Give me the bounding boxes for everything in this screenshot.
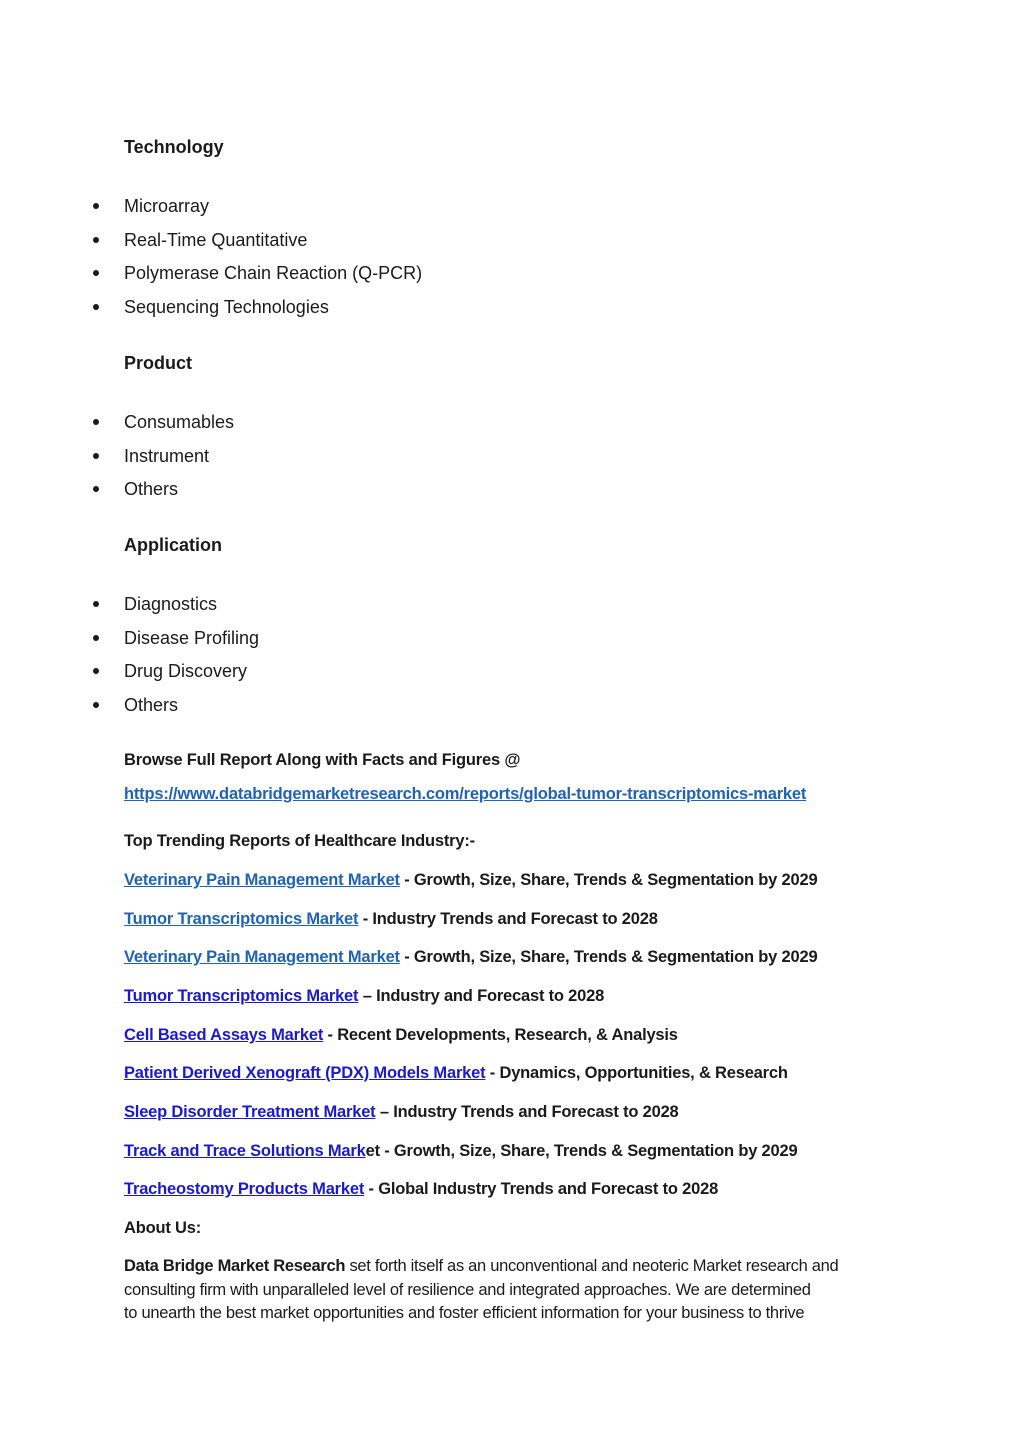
bullet-icon <box>93 702 99 708</box>
company-name: Data Bridge Market Research <box>124 1257 346 1275</box>
bullet-icon <box>93 486 99 492</box>
trending-report-row <box>124 908 658 930</box>
bullet-icon <box>93 304 99 310</box>
report-link[interactable]: Tumor Transcriptomics Market <box>124 987 359 1005</box>
section-heading-product: Product <box>124 353 193 373</box>
report-link[interactable]: Cell Based Assays Market <box>124 1026 324 1044</box>
trending-report-row <box>124 946 817 968</box>
report-suffix: – Industry and Forecast to 2028 <box>358 987 605 1005</box>
report-link[interactable]: Veterinary Pain Management Market <box>124 948 400 966</box>
about-heading: About Us: <box>124 1219 202 1237</box>
report-suffix: – Industry Trends and Forecast to 2028 <box>375 1103 679 1121</box>
trending-report-row <box>124 1024 678 1046</box>
document-page: Technology Microarray Real-Time Quantitative Polymerase Chain Reaction (Q-PCR) Sequencing Technologies Product Consumables Instrument Others Application Diagnostics Disease Profiling Drug Discovery Others Browse Full Report Along with Facts and Figures @ https://www.databridgemarketresearch.com/reports/global-tumor-transcriptomics-market Top Trending Reports of Healthcare Industry:- Veterinary Pain Management Market - Growth, Size, Share, Trends & Segmentation by 2029 Tumor Transcriptomics Market - Industry Trends and Forecast to 2028 Veterinary Pain Management Market - Growth, Size, Share, Trends & Segmentation by 2029 Tumor Transcriptomics Market – Industry and Forecast to 2028 Cell Based Assays Market - Recent Developments, Research, & Analysis Patient Derived Xenograft (PDX) Models Market - Dynamics, Opportunities, & Research Sleep Disorder Treatment Market – Industry Trends and Forecast to 2028 Track and Trace Solutions Market - Growth, Size, Share, Trends & Segmentation by 2029 Tracheostomy Products Market - Global Industry Trends and Forecast to 2028 About Us: Data Bridge Market Research set forth itself as an unconventional and neoteric Market research and consulting firm with unparalleled level of resilience and integrated approaches. We are determined to unearth the best market opportunities and foster efficient information for your business to thrive <box>0 0 1023 1448</box>
bullet-icon <box>93 601 99 607</box>
report-suffix: - Dynamics, Opportunities, & Research <box>485 1064 788 1082</box>
bullet-icon <box>93 237 99 243</box>
report-link[interactable]: Sleep Disorder Treatment Market <box>124 1103 376 1121</box>
report-link[interactable]: Tumor Transcriptomics Market <box>124 910 359 928</box>
report-suffix: - Global Industry Trends and Forecast to 2028 <box>364 1180 719 1198</box>
report-suffix: et - Growth, Size, Share, Trends & Segmentation by 2029 <box>365 1142 798 1160</box>
about-line: consulting firm with unparalleled level of resilience and integrated approaches. We are determined <box>124 1280 811 1299</box>
report-link[interactable]: Tracheostomy Products Market <box>124 1180 365 1198</box>
bullet-icon <box>93 203 99 209</box>
trending-report-row <box>124 985 604 1007</box>
bullet-icon <box>93 668 99 674</box>
bullet-icon <box>93 270 99 276</box>
bullet-icon <box>93 635 99 641</box>
trending-report-row <box>124 1140 797 1162</box>
about-line: to unearth the best market opportunities and foster efficient information for your business to thrive <box>124 1304 805 1322</box>
report-link[interactable]: Track and Trace Solutions Mark <box>124 1142 366 1160</box>
about-line <box>124 1255 914 1279</box>
section-heading-technology: Technology <box>124 137 224 157</box>
report-url[interactable]: https://www.databridgemarketresearch.com/reports/global-tumor-transcriptomics-market <box>124 785 807 803</box>
report-suffix: - Growth, Size, Share, Trends & Segmentation by 2029 <box>399 948 818 966</box>
trending-report-row <box>124 869 817 891</box>
report-url-link[interactable] <box>124 783 806 805</box>
trending-report-row <box>124 1178 718 1200</box>
report-suffix: - Industry Trends and Forecast to 2028 <box>358 910 658 928</box>
report-suffix: - Growth, Size, Share, Trends & Segmentation by 2029 <box>399 871 818 889</box>
trending-report-row <box>124 1101 679 1123</box>
browse-label: Browse Full Report Along with Facts and Figures @ <box>124 751 521 769</box>
trending-heading: Top Trending Reports of Healthcare Industry:- <box>124 832 475 850</box>
bullet-icon <box>93 419 99 425</box>
report-suffix: - Recent Developments, Research, & Analysis <box>323 1026 678 1044</box>
about-text: set forth itself as an unconventional and neoteric Market research and <box>345 1257 839 1275</box>
bullet-icon <box>93 453 99 459</box>
about-paragraph <box>124 1255 914 1326</box>
trending-report-row <box>124 1062 788 1084</box>
report-link[interactable]: Patient Derived Xenograft (PDX) Models Market <box>124 1064 486 1082</box>
report-link[interactable]: Veterinary Pain Management Market <box>124 871 400 889</box>
section-heading-application: Application <box>124 535 222 555</box>
